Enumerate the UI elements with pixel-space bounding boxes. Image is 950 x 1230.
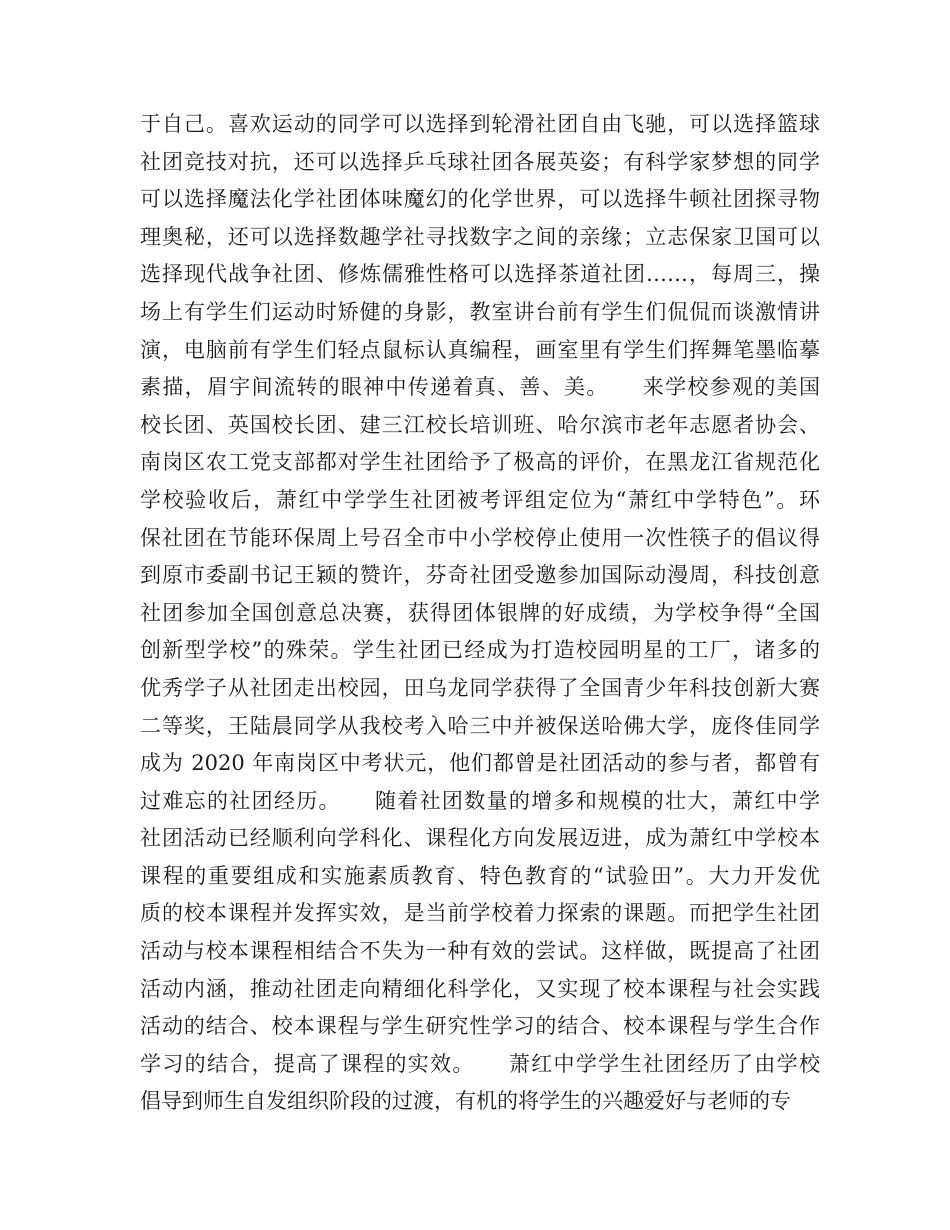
text-line: 理奥秘，还可以选择数趣学社寻找数字之间的亲缘；立志保家卫国可以 — [140, 224, 820, 249]
text-line: 创新型学校”的殊荣。学生社团已经成为打造校园明星的工厂，诸多的 — [140, 638, 820, 663]
text-line: 成为 2020 年南岗区中考状元，他们都曾是社团活动的参与者，都曾有 — [140, 751, 820, 776]
text-line: 场上有学生们运动时矫健的身影，教室讲台前有学生们侃侃而谈激情讲 — [140, 299, 820, 324]
text-line: 保社团在节能环保周上号召全市中小学校停止使用一次性筷子的倡议得 — [140, 525, 820, 550]
text-line: 倡导到师生自发组织阶段的过渡，有机的将学生的兴趣爱好与老师的专 — [140, 1089, 791, 1114]
text-line: 素描，眉宇间流转的眼神中传递着真、善、美。 来学校参观的美国 — [140, 375, 820, 400]
text-line: 质的校本课程并发挥实效，是当前学校着力探索的课题。而把学生社团 — [140, 901, 820, 926]
text-line: 演，电脑前有学生们轻点鼠标认真编程，画室里有学生们挥舞笔墨临摹 — [140, 337, 820, 362]
text-line: 学校验收后，萧红中学学生社团被考评组定位为“萧红中学特色”。环 — [140, 487, 820, 512]
text-line: 课程的重要组成和实施素质教育、特色教育的“试验田”。大力开发优 — [140, 863, 820, 888]
body-text — [140, 106, 820, 1121]
text-line: 活动内涵，推动社团走向精细化科学化，又实现了校本课程与社会实践 — [140, 976, 820, 1001]
text-line: 社团参加全国创意总决赛，获得团体银牌的好成绩，为学校争得“全国 — [140, 600, 820, 625]
text-line: 选择现代战争社团、修炼儒雅性格可以选择茶道社团……，每周三，操 — [140, 262, 820, 287]
text-line: 过难忘的社团经历。 随着社团数量的增多和规模的壮大，萧红中学 — [140, 788, 820, 813]
text-line: 学习的结合，提高了课程的实效。 萧红中学学生社团经历了由学校 — [140, 1051, 820, 1076]
text-line: 优秀学子从社团走出校园，田乌龙同学获得了全国青少年科技创新大赛 — [140, 675, 820, 700]
text-line: 南岗区农工党支部都对学生社团给予了极高的评价，在黑龙江省规范化 — [140, 450, 820, 475]
text-line: 活动与校本课程相结合不失为一种有效的尝试。这样做，既提高了社团 — [140, 939, 820, 964]
text-line: 于自己。喜欢运动的同学可以选择到轮滑社团自由飞驰，可以选择篮球 — [140, 112, 820, 136]
text-line: 校长团、英国校长团、建三江校长培训班、哈尔滨市老年志愿者协会、 — [140, 412, 820, 437]
text-line: 活动的结合、校本课程与学生研究性学习的结合、校本课程与学生合作 — [140, 1014, 820, 1039]
text-line: 社团活动已经顺利向学科化、课程化方向发展迈进，成为萧红中学校本 — [140, 826, 820, 851]
text-line: 可以选择魔法化学社团体味魔幻的化学世界，可以选择牛顿社团探寻物 — [140, 187, 820, 212]
text-line: 二等奖，王陆晨同学从我校考入哈三中并被保送哈佛大学，庞佟佳同学 — [140, 713, 820, 738]
text-line: 到原市委副书记王颖的赞许，芬奇社团受邀参加国际动漫周，科技创意 — [140, 563, 820, 588]
text-line: 社团竞技对抗，还可以选择乒乓球社团各展英姿；有科学家梦想的同学 — [140, 149, 820, 174]
